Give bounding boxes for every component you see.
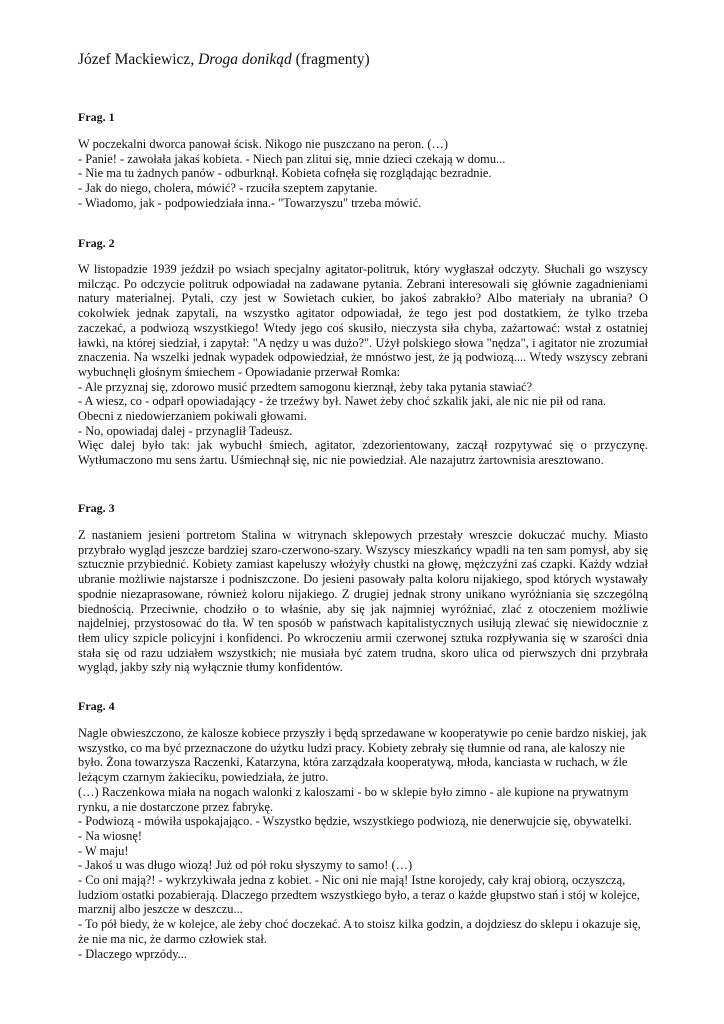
fragment-line: - Wiadomo, jak - podpowiedziała inna.- "Towarzyszu" trzeba mówić. bbox=[78, 195, 422, 210]
fragment-paragraph: Więc dalej było tak: jak wybuchł śmiech, agitator, zdezorientowany, zaczął rozpytywać się o przyczynę. Wytłumaczono mu sens żartu. Uśmiechnął się, nic nie powiedział. Ale nazajutrz żartownisia aresztowano. bbox=[78, 438, 648, 468]
fragment-paragraph: - To pół biedy, że w kolejce, ale żeby choć doczekać. A to stoisz kilka godzin, a dojdziesz do sklepu i okazuje się, że nie ma nic, że darmo człowiek stał. bbox=[78, 917, 641, 946]
fragment-1-body bbox=[78, 137, 648, 211]
fragment-paragraph: - Podwiozą - mówiła uspokajająco. - Wszystko będzie, wszystkiego podwiozą, nie denerwujcie się, obywatelki. bbox=[78, 814, 632, 829]
fragment-2-heading: Frag. 2 bbox=[78, 236, 115, 250]
fragment-line: W poczekalni dworca panował ścisk. Nikogo nie puszczano na peron. (…) bbox=[78, 137, 448, 151]
fragment-paragraph: W listopadzie 1939 jeździł po wsiach specjalny agitator-politruk, który wygłaszał odczyty. Słuchali go wszyscy milcząc. Po odczycie politruk odpowiadał na zadawane pytania. Zebrani interesowali się głównie zagadnieniami natury materialnej. Pytali, czy jest w Sowietach cukier, bo jakoś zabrakło? Albo materiały na ubrania? O cokolwiek jednak zapytali, na wszystko agitator odpowiadał, że tego jest pod dostatkiem, że tylko trzeba zaczekać, a podwiozą wszystkiego! Wtedy jego coś skusiło, nieczysta siła chyba, zażartować: wstał z ostatniej ławki, na której siedział, i zapytał: "A nędzy u was dużo?". Użył polskiego słowa "nędza", i agitator nie zrozumiał znaczenia. Na wszelki jednak wypadek odpowiedział, że mnóstwo jest, że ją podwiozą.... Wtedy wszyscy zebrani wybuchnęli głośnym śmiechem - Opowiadanie przerwał Romka: bbox=[78, 262, 648, 379]
fragment-paragraph: Z nastaniem jesieni portretom Stalina w witrynach sklepowych przestały wreszcie dokuczać muchy. Miasto przybrało wygląd jeszcze bardziej szaro-czerwono-szary. Wszyscy mieszkańcy wpadli na ten sam pomysł, aby się sztucznie przybiednić. Kobiety zamiast kapeluszy włożyły chustki na głowę, mężczyźni zaś czapki. Każdy wdział ubranie możliwie najstarsze i podniszczone. Do jesieni pasowały palta koloru nijakiego, spod których wystawały spodnie niezaprasowane, również koloru nijakiego. Z drugiej jednak strony unikano wyróżniania się szczególną biednością. Przeciwnie, chodziło o to właśnie, aby się jak najmniej wyróżniać, zlać z otoczeniem możliwie najdelniej, przystosować do tła. W ten sposób w państwach kapitalistycznych usiłują zlewać się niewidocznie z tłem ulicy szpicle policyjni i konfidenci. Po wkroczeniu armii czerwonej sztuka rozpływania się w szarości dnia stała się od razu udziałem wszystkich; nie musiała być zatem trudna, skoro ulica od pierwszych dni przybrała wygląd, jakby szły nią wyłącznie tłumy konfidentów. bbox=[78, 528, 648, 675]
fragment-3-body bbox=[78, 528, 648, 675]
fragment-line: - Panie! - zawołała jakaś kobieta. - Niech pan zlitui się, mnie dzieci czekają w domu... bbox=[78, 151, 506, 166]
fragment-paragraph: - Co oni mają?! - wykrzykiwała jedna z kobiet. - Nic oni nie mają! Istne korojedy, cały kraj obiorą, oczyszczą, ludziom ostatki pozabierają. Dlaczego przedtem wszystkiego było, a teraz o każde głupstwo stań i stój w kolejce, marznij albo jeszcze w deszczu... bbox=[78, 873, 640, 917]
fragment-paragraph: - A wiesz, co - odparł opowiadający - że trzeźwy był. Nawet żeby choć szkalik jaki, ale nic nie pił od rana. bbox=[78, 394, 607, 409]
fragment-paragraph: (…) Raczenkowa miała na nogach walonki z kaloszami - bo w sklepie było zimno - ale kupione na prywatnym rynku, a nie dostarczone przez fabrykę. bbox=[78, 784, 629, 814]
fragment-3-heading: Frag. 3 bbox=[78, 501, 115, 515]
title-note: (fragmenty) bbox=[295, 51, 370, 68]
document-title bbox=[78, 50, 678, 70]
fragment-4-heading: Frag. 4 bbox=[78, 699, 115, 713]
fragment-paragraph: - Dlaczego wprzódy... bbox=[78, 946, 187, 961]
fragment-line: - Nie ma tu żadnych panów - odburknął. Kobieta cofnęła się rozglądając bezradnie. bbox=[78, 166, 492, 181]
fragment-paragraph: - No, opowiadaj dalej - przynaglił Tadeusz. bbox=[78, 423, 293, 438]
fragment-4-body bbox=[78, 726, 648, 961]
fragment-paragraph: - Ale przyznaj się, zdorowo musić przedtem samogonu kierznął, żeby taka pytania stawiać? bbox=[78, 379, 533, 394]
fragment-paragraph: - W maju! bbox=[78, 843, 129, 858]
author-name: Józef Mackiewicz, bbox=[78, 51, 195, 68]
fragment-paragraph: - Jakoś u was długo wiozą! Już od pół roku słyszymy to samo! (…) bbox=[78, 858, 413, 873]
fragment-2-body bbox=[78, 262, 648, 468]
fragment-paragraph: Obecni z niedowierzaniem pokiwali głowami. bbox=[78, 409, 307, 424]
work-title: Droga donikąd bbox=[198, 51, 292, 68]
fragment-paragraph: - Na wiosnę! bbox=[78, 828, 142, 843]
fragment-paragraph: Nagle obwieszczono, że kalosze kobiece przyszły i będą sprzedawane w kooperatywie po cenie bardzo niskiej, jak wszystko, co ma być przeznaczone do użytku ludzi pracy. Kobiety zebrały się tłumnie od rana, ale kaloszy nie było. Żona towarzysza Raczenki, Katarzyna, która zarządzała kooperatywą, młoda, kanciasta w ruchach, w źle leżącym czarnym żakieciku, powiedziała, że jutro. bbox=[78, 726, 647, 785]
fragment-line: - Jak do niego, cholera, mówić? - rzuciła szeptem zapytanie. bbox=[78, 181, 378, 196]
fragment-1-heading: Frag. 1 bbox=[78, 110, 115, 124]
